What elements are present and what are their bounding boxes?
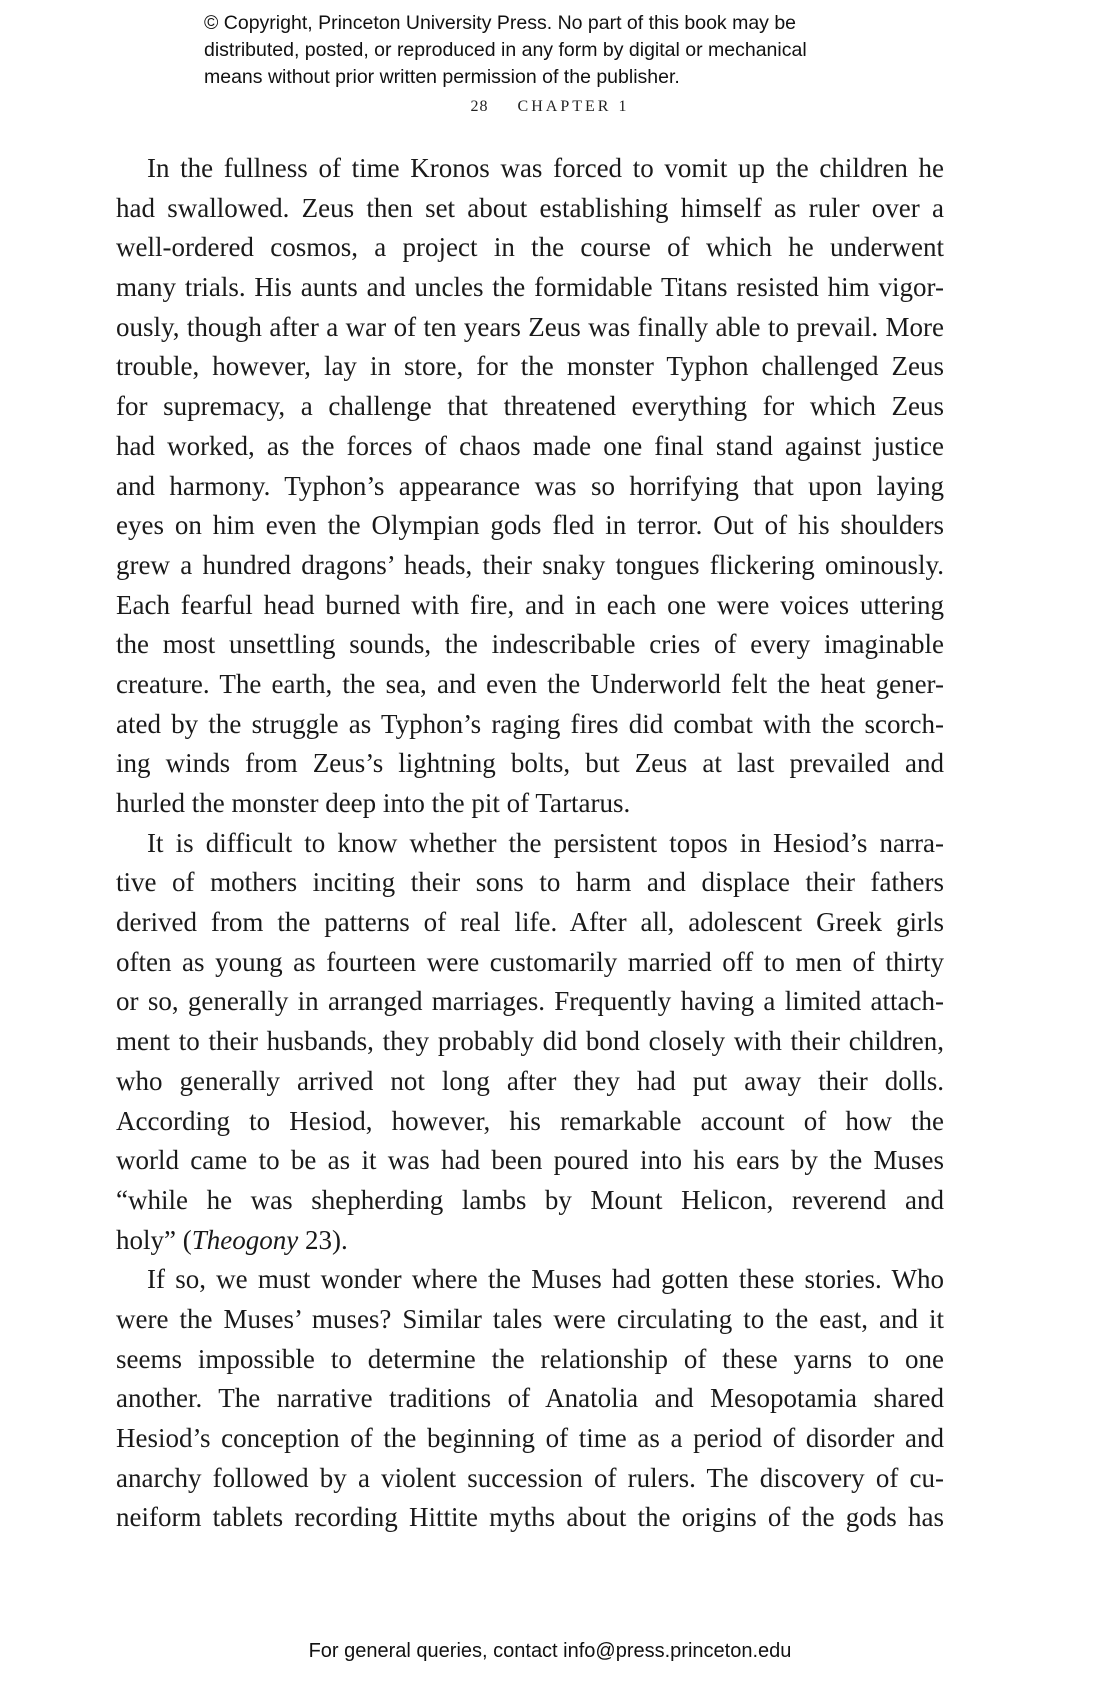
text-line: had swallowed. Zeus then set about establishing himself as ruler over a bbox=[116, 192, 944, 223]
text-line: ously, though after a war of ten years Zeus was finally able to prevail. More bbox=[116, 311, 944, 342]
text-line: ment to their husbands, they probably did bond closely with their children, bbox=[116, 1026, 944, 1057]
text-line: many trials. His aunts and uncles the formidable Titans resisted him vigor- bbox=[116, 272, 944, 303]
text-line: hurled the monster deep into the pit of Tartarus. bbox=[116, 788, 631, 818]
citation-prefix: holy” ( bbox=[116, 1224, 192, 1255]
text-line: had worked, as the forces of chaos made one final stand against justice bbox=[116, 430, 944, 461]
text-line: often as young as fourteen were customarily married off to men of thirty bbox=[116, 946, 944, 977]
footer-contact: For general queries, contact info@press.princeton.edu bbox=[308, 1640, 792, 1662]
page-number: 28 bbox=[470, 98, 489, 115]
text-line: derived from the patterns of real life. After all, adolescent Greek girls bbox=[116, 907, 944, 938]
chapter-label: CHAPTER 1 bbox=[517, 98, 630, 115]
text-line: or so, generally in arranged marriages. Frequently having a limited attach- bbox=[116, 986, 944, 1017]
text-line: and harmony. Typhon’s appearance was so horrifying that upon laying bbox=[116, 470, 944, 501]
paragraph bbox=[116, 149, 944, 824]
text-line: If so, we must wonder where the Muses had gotten these stories. Who bbox=[147, 1264, 944, 1295]
text-line: It is difficult to know whether the persistent topos in Hesiod’s narra- bbox=[147, 827, 944, 858]
text-line: seems impossible to determine the relationship of these yarns to one bbox=[116, 1343, 944, 1374]
text-line: tive of mothers inciting their sons to harm and displace their fathers bbox=[116, 867, 944, 898]
text-line: Hesiod’s conception of the beginning of time as a period of disorder and bbox=[116, 1423, 944, 1453]
text-line: for supremacy, a challenge that threatened everything for which Zeus bbox=[116, 391, 944, 422]
text-line: who generally arrived not long after they had put away their dolls. bbox=[116, 1065, 944, 1096]
text-line: “while he was shepherding lambs by Mount Helicon, reverend and bbox=[116, 1184, 944, 1215]
text-line: trouble, however, lay in store, for the monster Typhon challenged Zeus bbox=[116, 351, 944, 382]
paragraph bbox=[116, 1260, 944, 1538]
text-line: ated by the struggle as Typhon’s raging fires did combat with the scorch- bbox=[116, 708, 944, 739]
text-line: eyes on him even the Olympian gods fled in terror. Out of his shoulders bbox=[116, 510, 944, 541]
text-line bbox=[116, 1221, 944, 1261]
text-line: anarchy followed by a violent succession of rulers. The discovery of cu- bbox=[116, 1462, 944, 1493]
citation-suffix: 23). bbox=[298, 1224, 348, 1255]
copyright-line: means without prior written permission of the publisher. bbox=[204, 66, 680, 88]
text-line: According to Hesiod, however, his remarkable account of how the bbox=[116, 1105, 944, 1136]
text-line: well-ordered cosmos, a project in the course of which he underwent bbox=[116, 232, 944, 263]
copyright-notice bbox=[204, 10, 904, 91]
copyright-line: distributed, posted, or reproduced in any form by digital or mechanical bbox=[204, 39, 807, 61]
paragraph bbox=[116, 824, 944, 1261]
text-line: world came to be as it was had been poured into his ears by the Muses bbox=[116, 1145, 944, 1176]
body-text bbox=[116, 149, 944, 1538]
text-line: neiform tablets recording Hittite myths about the origins of the gods has bbox=[116, 1502, 944, 1533]
text-line: Each fearful head burned with fire, and in each one were voices uttering bbox=[116, 589, 944, 620]
book-title: Theogony bbox=[191, 1224, 299, 1255]
text-line: grew a hundred dragons’ heads, their snaky tongues flickering ominously. bbox=[116, 549, 944, 580]
running-head bbox=[0, 98, 1100, 116]
text-line: creature. The earth, the sea, and even the Underworld felt the heat gener- bbox=[116, 668, 944, 699]
text-line: another. The narrative traditions of Anatolia and Mesopotamia shared bbox=[116, 1383, 944, 1414]
text-line: In the fullness of time Kronos was forced to vomit up the children he bbox=[147, 153, 944, 183]
text-line: were the Muses’ muses? Similar tales were circulating to the east, and it bbox=[116, 1303, 944, 1334]
text-line: ing winds from Zeus’s lightning bolts, but Zeus at last prevailed and bbox=[116, 748, 944, 779]
copyright-line: © Copyright, Princeton University Press. No part of this book may be bbox=[204, 12, 797, 34]
text-line: the most unsettling sounds, the indescribable cries of every imaginable bbox=[116, 629, 944, 660]
